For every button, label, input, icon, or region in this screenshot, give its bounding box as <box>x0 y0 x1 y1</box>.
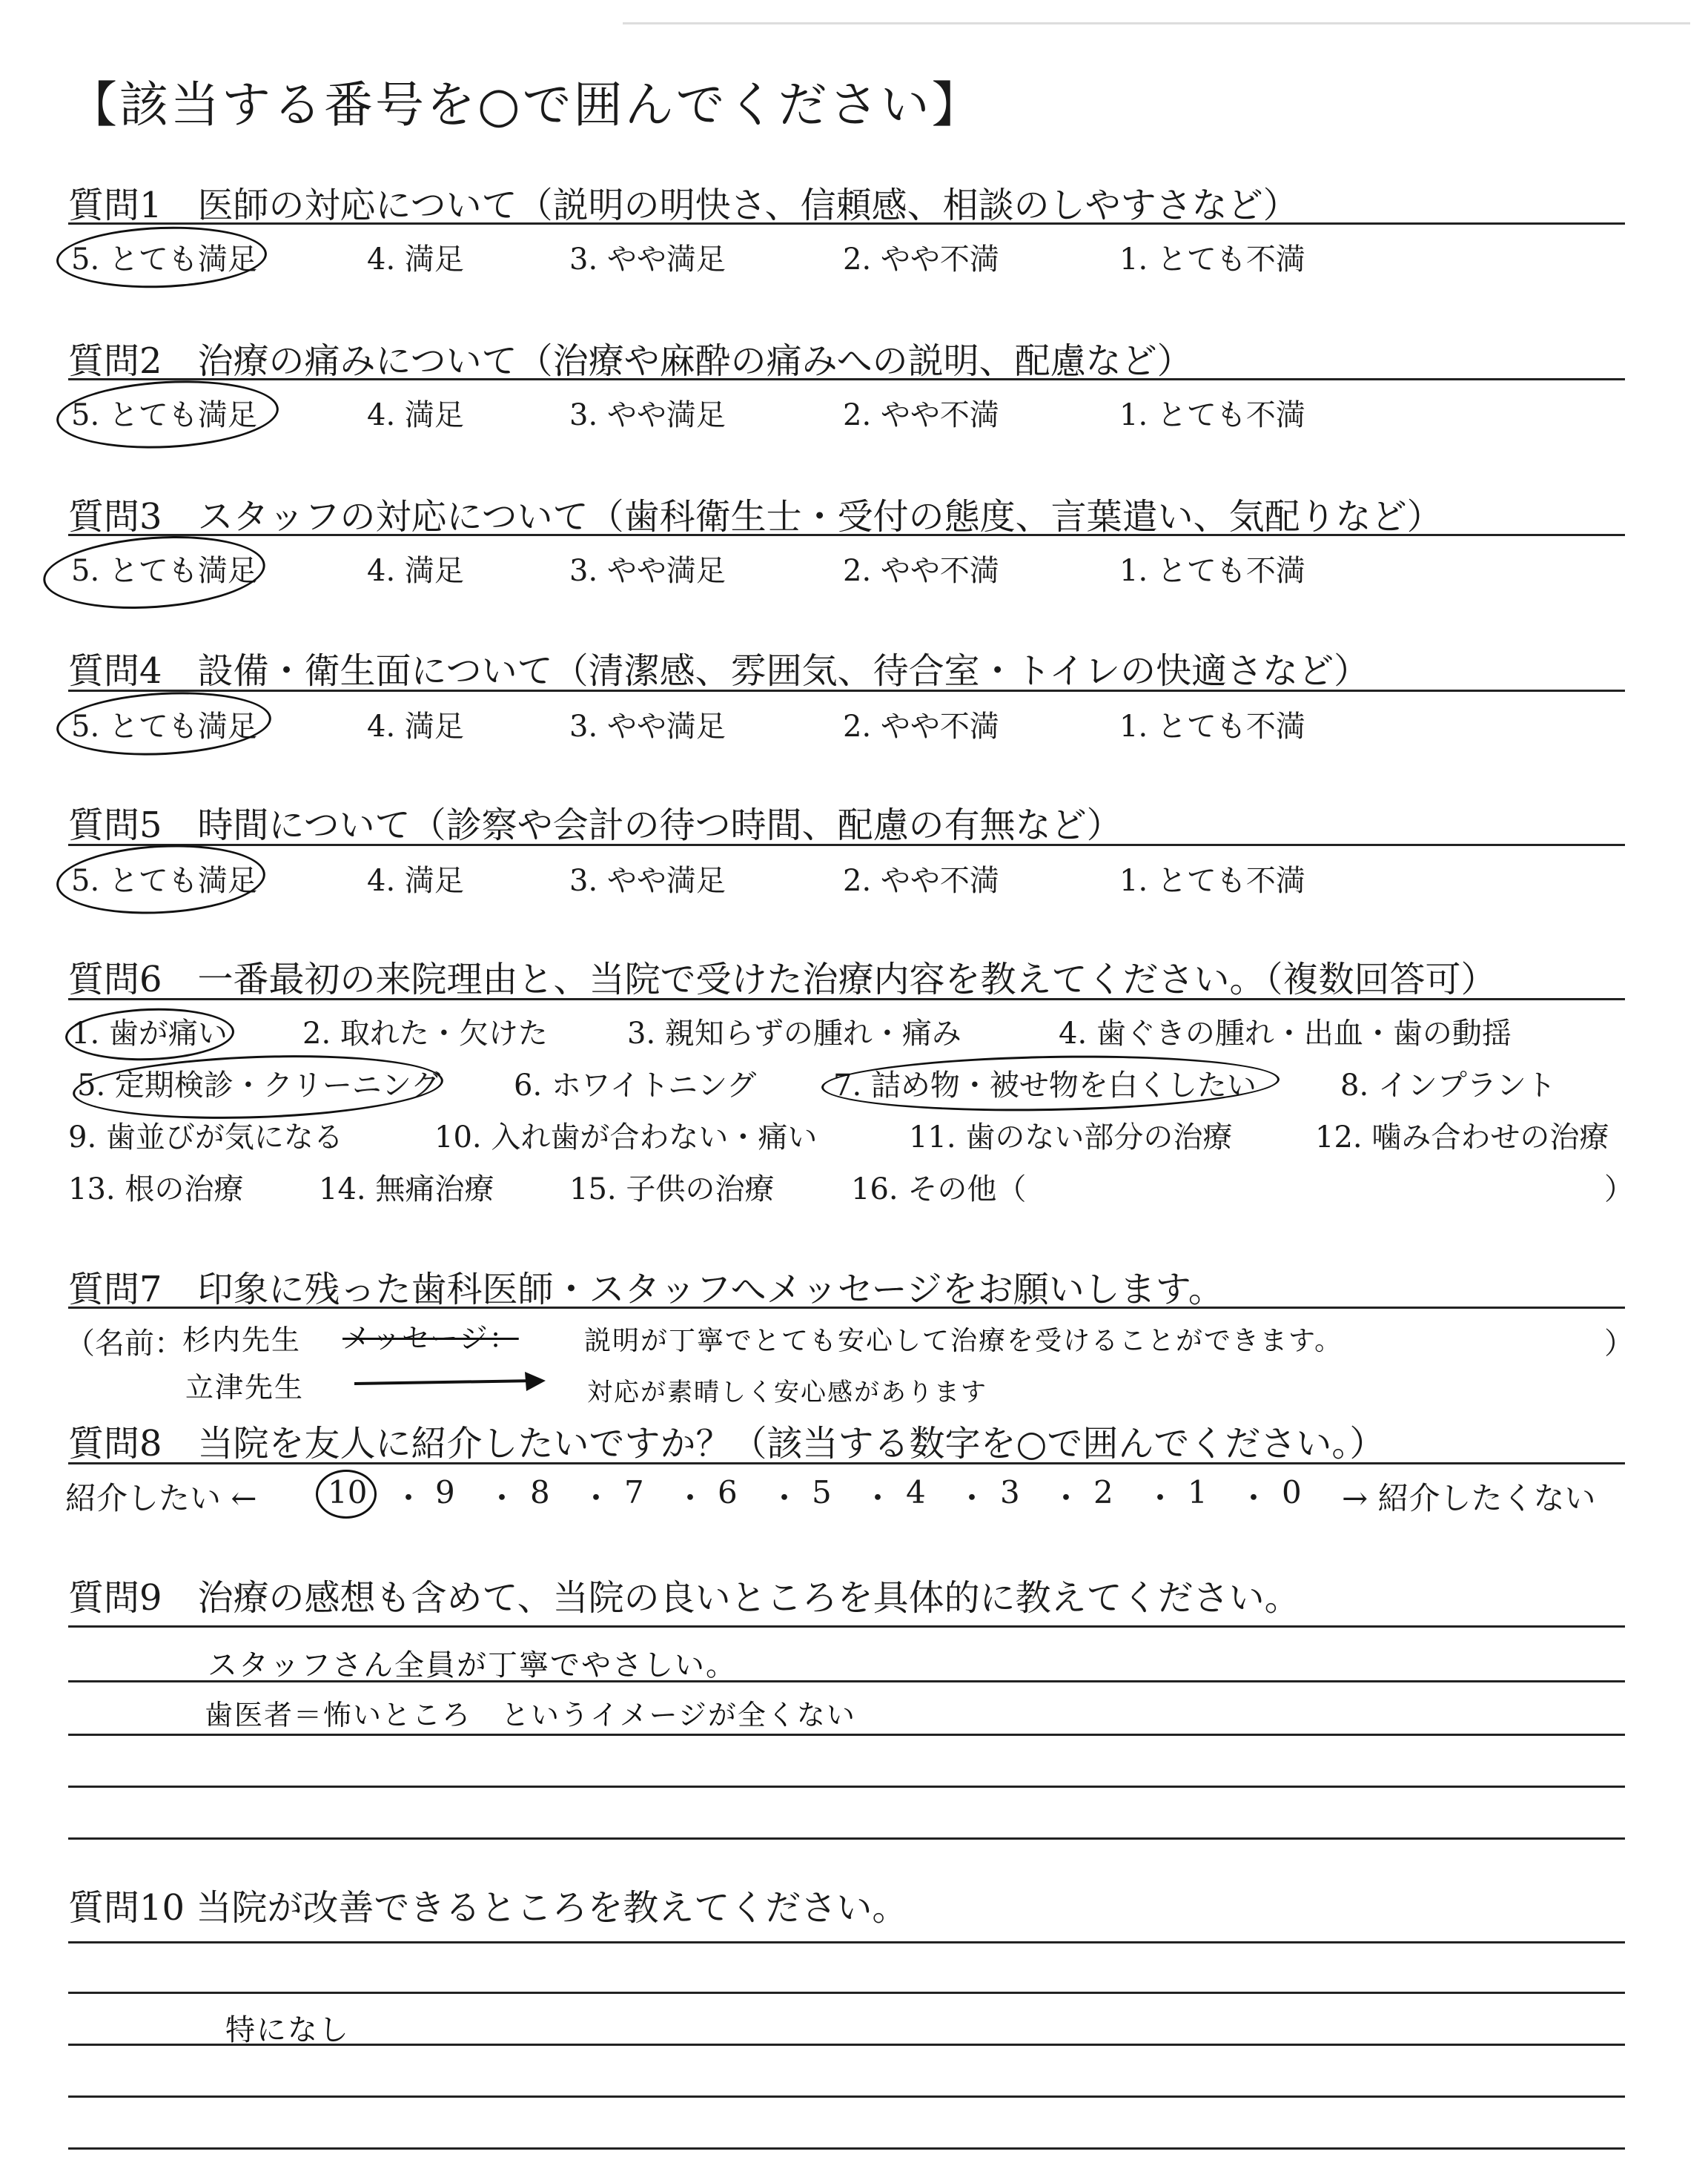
q2-rule <box>68 378 1625 380</box>
q6-option-12[interactable]: 12. 噛み合わせの治療 <box>1315 1120 1609 1155</box>
q1-option-2[interactable]: 2. やや不満 <box>843 242 999 277</box>
q4-option-2[interactable]: 2. やや不満 <box>843 710 999 744</box>
q7-close-paren: ） <box>1604 1327 1634 1361</box>
q10-line-1 <box>68 1941 1625 1943</box>
q9-line-1 <box>68 1625 1625 1628</box>
q10-line-5 <box>68 2147 1625 2150</box>
q5-selection-circle <box>55 840 267 919</box>
q4-option-4[interactable]: 4. 満足 <box>367 710 464 744</box>
q8-scale-3[interactable]: 3 <box>1000 1474 1020 1510</box>
q1-selection-circle <box>56 223 268 291</box>
q6-option-7[interactable]: 7. 詰め物・被せ物を白くしたい <box>833 1069 1257 1103</box>
q8-scale-9[interactable]: 9 <box>435 1474 455 1510</box>
q8-scale-6[interactable]: 6 <box>718 1474 738 1510</box>
q8-scale-1[interactable]: 1 <box>1188 1474 1208 1510</box>
q1-option-3[interactable]: 3. やや満足 <box>569 242 726 277</box>
q2-option-2[interactable]: 2. やや不満 <box>843 398 999 432</box>
q4-rule <box>68 690 1625 692</box>
q1-option-1[interactable]: 1. とても不満 <box>1119 242 1305 277</box>
q3-option-3[interactable]: 3. やや満足 <box>569 554 726 588</box>
q1-title: 質問1 医師の対応について（説明の明快さ、信頼感、相談のしやすさなど） <box>68 185 1299 226</box>
q5-title: 質問5 時間について（診察や会計の待つ時間、配慮の有無など） <box>68 805 1122 846</box>
q10-line-2 <box>68 1992 1625 1994</box>
q6-option-2[interactable]: 2. 取れた・欠けた <box>302 1017 548 1051</box>
q7-title: 質問7 印象に残った歯科医師・スタッフへメッセージをお願いします。 <box>68 1269 1224 1310</box>
q4-selection-circle <box>55 687 273 760</box>
q6-selection-circle-5 <box>72 1049 445 1124</box>
q8-scale-sep: ・ <box>675 1480 706 1516</box>
q8-scale-sep: ・ <box>580 1480 612 1516</box>
q6-rule <box>68 998 1625 1000</box>
q6-option-10[interactable]: 10. 入れ歯が合わない・痛い <box>434 1120 818 1155</box>
q9-answer-line-1: スタッフさん全員が丁寧でやさしい。 <box>208 1648 737 1682</box>
q2-option-1[interactable]: 1. とても不満 <box>1119 398 1305 432</box>
q9-answer-line-2: 歯医者＝怖いところ というイメージが全くない <box>205 1699 856 1731</box>
q3-option-1[interactable]: 1. とても不満 <box>1119 554 1305 588</box>
q1-option-5[interactable]: 5. とても満足 <box>71 242 257 277</box>
q2-option-5[interactable]: 5. とても満足 <box>71 398 257 432</box>
q5-option-3[interactable]: 3. やや満足 <box>569 864 726 898</box>
q8-scale-7[interactable]: 7 <box>624 1474 644 1510</box>
q5-option-5[interactable]: 5. とても満足 <box>71 864 257 898</box>
q8-selection-circle <box>316 1470 377 1519</box>
q7-message-label: メッセージ： <box>342 1322 519 1355</box>
q9-title: 質問9 治療の感想も含めて、当院の良いところを具体的に教えてください。 <box>68 1577 1300 1619</box>
q3-title: 質問3 スタッフの対応について（歯科衛生士・受付の態度、言葉遣い、気配りなど） <box>68 496 1443 538</box>
q9-line-3 <box>68 1734 1625 1736</box>
q9-line-5 <box>68 1837 1625 1840</box>
q8-scale-sep: ・ <box>1238 1480 1270 1516</box>
q3-option-4[interactable]: 4. 満足 <box>367 554 464 588</box>
q6-option-6[interactable]: 6. ホワイトニング <box>514 1069 757 1103</box>
q7-name-label: （名前： <box>65 1327 184 1361</box>
q7-arrow-icon <box>354 1369 547 1398</box>
q6-title: 質問6 一番最初の来院理由と、当院で受けた治療内容を教えてください。（複数回答可） <box>68 959 1497 1000</box>
q6-option-16[interactable]: 16. その他（ <box>851 1172 1027 1206</box>
q8-scale-sep: ・ <box>486 1480 518 1516</box>
q8-scale-sep: ・ <box>769 1480 801 1516</box>
q6-option-5[interactable]: 5. 定期検診・クリーニング <box>77 1069 441 1103</box>
q8-scale-sep: ・ <box>1145 1480 1176 1516</box>
q1-rule <box>68 222 1625 225</box>
q7-message-1: 説明が丁寧でとても安心して治療を受けることができます。 <box>584 1326 1343 1356</box>
q8-scale-0[interactable]: 0 <box>1282 1474 1302 1510</box>
q5-option-1[interactable]: 1. とても不満 <box>1119 864 1305 898</box>
q6-option-4[interactable]: 4. 歯ぐきの腫れ・出血・歯の動揺 <box>1059 1017 1512 1051</box>
q7-rule <box>68 1307 1625 1309</box>
q5-option-2[interactable]: 2. やや不満 <box>843 864 999 898</box>
q6-option-14[interactable]: 14. 無痛治療 <box>319 1172 494 1206</box>
q7-name-1: 杉内先生 <box>182 1324 302 1356</box>
q6-option-15[interactable]: 15. 子供の治療 <box>569 1172 775 1206</box>
q6-option-8[interactable]: 8. インプラント <box>1340 1069 1556 1103</box>
q8-scale-sep: ・ <box>862 1480 894 1516</box>
q6-other-close-paren: ） <box>1604 1172 1634 1206</box>
q6-option-13[interactable]: 13. 根の治療 <box>68 1172 244 1206</box>
q8-title: 質問8 当院を友人に紹介したいですか？（該当する数字を○で囲んでください。） <box>68 1423 1386 1464</box>
q5-option-4[interactable]: 4. 満足 <box>367 864 464 898</box>
q4-option-5[interactable]: 5. とても満足 <box>71 710 257 744</box>
q7-name-2: 立津先生 <box>185 1371 305 1404</box>
q8-rule <box>68 1462 1625 1464</box>
q1-option-4[interactable]: 4. 満足 <box>367 242 464 277</box>
q2-option-3[interactable]: 3. やや満足 <box>569 398 726 432</box>
q2-selection-circle <box>55 375 280 454</box>
q4-title: 質問4 設備・衛生面について（清潔感、雰囲気、待合室・トイレの快適さなど） <box>68 650 1370 692</box>
q8-scale-sep: ・ <box>1050 1480 1082 1516</box>
q6-option-1[interactable]: 1. 歯が痛い <box>71 1017 228 1051</box>
q3-rule <box>68 534 1625 536</box>
scan-edge-line <box>623 22 1690 24</box>
q9-line-4 <box>68 1786 1625 1788</box>
q7-message-2: 対応が素晴しく安心感があります <box>587 1378 987 1407</box>
q8-scale-2[interactable]: 2 <box>1093 1474 1113 1510</box>
q10-answer-line-1: 特になし <box>225 2013 350 2047</box>
q6-option-3[interactable]: 3. 親知らずの腫れ・痛み <box>627 1017 961 1051</box>
q6-option-11[interactable]: 11. 歯のない部分の治療 <box>909 1120 1233 1155</box>
q3-option-5[interactable]: 5. とても満足 <box>71 554 257 588</box>
q4-option-1[interactable]: 1. とても不満 <box>1119 710 1305 744</box>
q8-scale-10[interactable]: 10 <box>328 1474 368 1510</box>
q5-rule <box>68 844 1625 846</box>
q8-scale-5[interactable]: 5 <box>812 1474 832 1510</box>
q8-left-label: 紹介したい ← <box>65 1480 257 1516</box>
q2-option-4[interactable]: 4. 満足 <box>367 398 464 432</box>
q10-title: 質問10 当院が改善できるところを教えてください。 <box>68 1887 908 1929</box>
q8-scale-sep: ・ <box>393 1480 425 1516</box>
q8-scale-4[interactable]: 4 <box>906 1474 926 1510</box>
q3-option-2[interactable]: 2. やや不満 <box>843 554 999 588</box>
q6-option-9[interactable]: 9. 歯並びが気になる <box>68 1120 343 1155</box>
q8-scale-sep: ・ <box>956 1480 988 1516</box>
q4-option-3[interactable]: 3. やや満足 <box>569 710 726 744</box>
q3-selection-circle <box>41 529 268 616</box>
q8-right-label: → 紹介したくない <box>1342 1480 1596 1516</box>
q2-title: 質問2 治療の痛みについて（治療や麻酔の痛みへの説明、配慮など） <box>68 340 1193 382</box>
form-header: 【該当する番号を○で囲んでください】 <box>68 76 983 133</box>
q10-line-4 <box>68 2095 1625 2098</box>
q8-scale-8[interactable]: 8 <box>530 1474 550 1510</box>
